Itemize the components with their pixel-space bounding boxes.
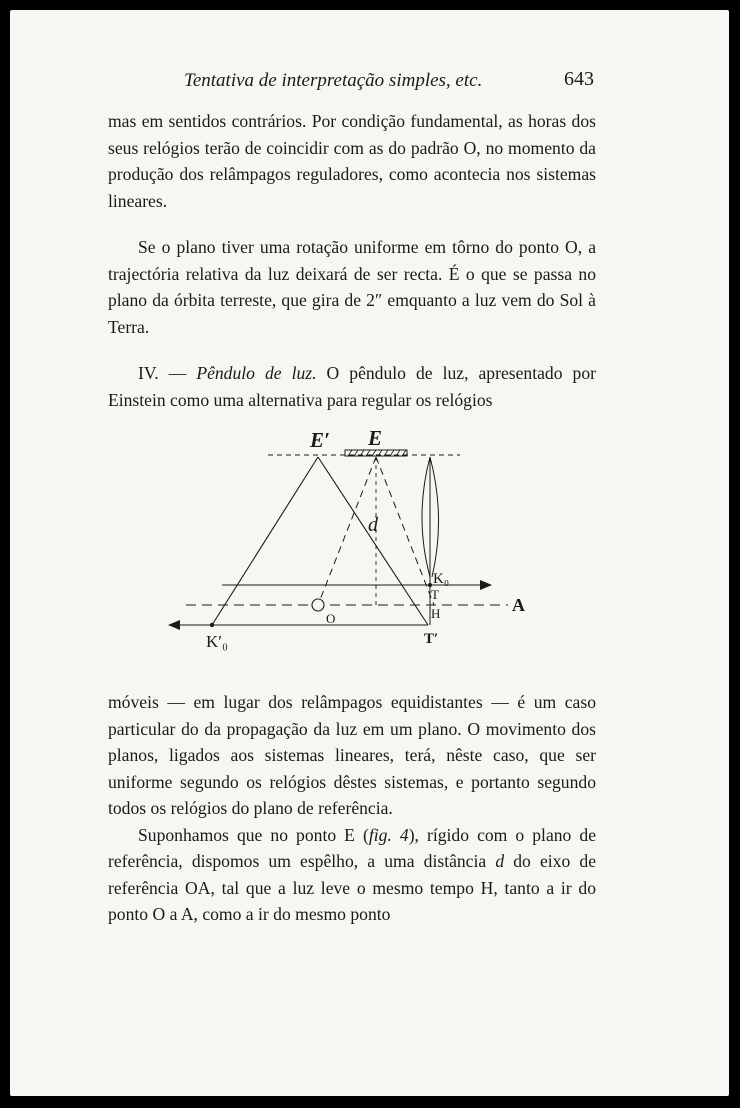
- paragraph-suponhamos: [108, 822, 596, 928]
- lens-arc-right: [430, 457, 439, 577]
- p2-after: do eixo de referência OA, tal que a luz leve o mesmo tempo H, tanto a ir do ponto O a A, como a ir do mesmo ponto: [108, 851, 597, 924]
- running-title: Tentativa de interpretação simples, etc.: [184, 70, 483, 91]
- distance-d: d: [495, 851, 505, 871]
- ray-e-prime-t-prime: [318, 457, 428, 625]
- dot-k0-prime: [210, 623, 214, 627]
- text-block-top: [108, 108, 596, 413]
- paragraph-moveis: móveis — em lugar dos relâmpagos equidistantes — é um caso particular do da propagação da luz em um plano. O movimento dos planos, ligados aos sistemas lineares, terá, nêste caso, que ser uniforme segundo os relógios dêstes sistemas, e portanto segundo todos os relógios do plano de referência.: [108, 692, 596, 818]
- label-o: O: [326, 611, 336, 626]
- label-e-prime: E′: [310, 428, 330, 452]
- ray-e-prime-k0-prime: [212, 457, 318, 625]
- figure-reference: fig. 4: [368, 824, 409, 845]
- page-header: [108, 70, 596, 96]
- paragraph-continuation: mas em sentidos contrários. Por condição fundamental, as horas dos seus relógios terão de coincidir com as do padrão O, no momento da produção dos relâmpagos reguladores, como acontecia nos sistemas lineares.: [108, 111, 596, 211]
- pendulum-diagram: [160, 425, 540, 665]
- circle-o: [312, 599, 324, 611]
- label-k0-prime: K′₀: [206, 632, 228, 651]
- label-a: A: [512, 595, 525, 615]
- paragraph-section-iv: [108, 360, 596, 413]
- lens-arc-left: [422, 457, 430, 577]
- p2-before: Suponhamos que no ponto E (: [138, 824, 369, 845]
- section-number: IV. —: [138, 363, 187, 383]
- page-number: 643: [564, 68, 594, 90]
- label-d: d: [368, 514, 378, 536]
- label-e: E: [368, 426, 383, 450]
- label-k0: K₀: [433, 571, 450, 587]
- section-title: Pêndulo de luz.: [196, 363, 317, 383]
- lower-arrowhead: [168, 620, 180, 630]
- p2-middle: ), rígido com o plano de referência, dispomos um espêlho, a uma distância: [108, 824, 597, 871]
- k0-arrowhead: [480, 580, 492, 590]
- figure-light-pendulum: [160, 425, 540, 665]
- label-t: T: [431, 587, 439, 602]
- text-block-bottom: [108, 689, 596, 928]
- label-h: H: [431, 606, 441, 621]
- paragraph-rotation: Se o plano tiver uma rotação uniforme em tôrno do ponto O, a trajectória relativa da luz deixará de ser recta. É o que se passa no plano da órbita terreste, que gira de 2″ emquanto a luz vem do Sol à Terra.: [108, 237, 596, 337]
- section-text: O pêndulo de luz, apresentado por Einstein como uma alternativa para regular os relógios: [108, 363, 596, 410]
- label-t-prime: T′: [424, 631, 439, 647]
